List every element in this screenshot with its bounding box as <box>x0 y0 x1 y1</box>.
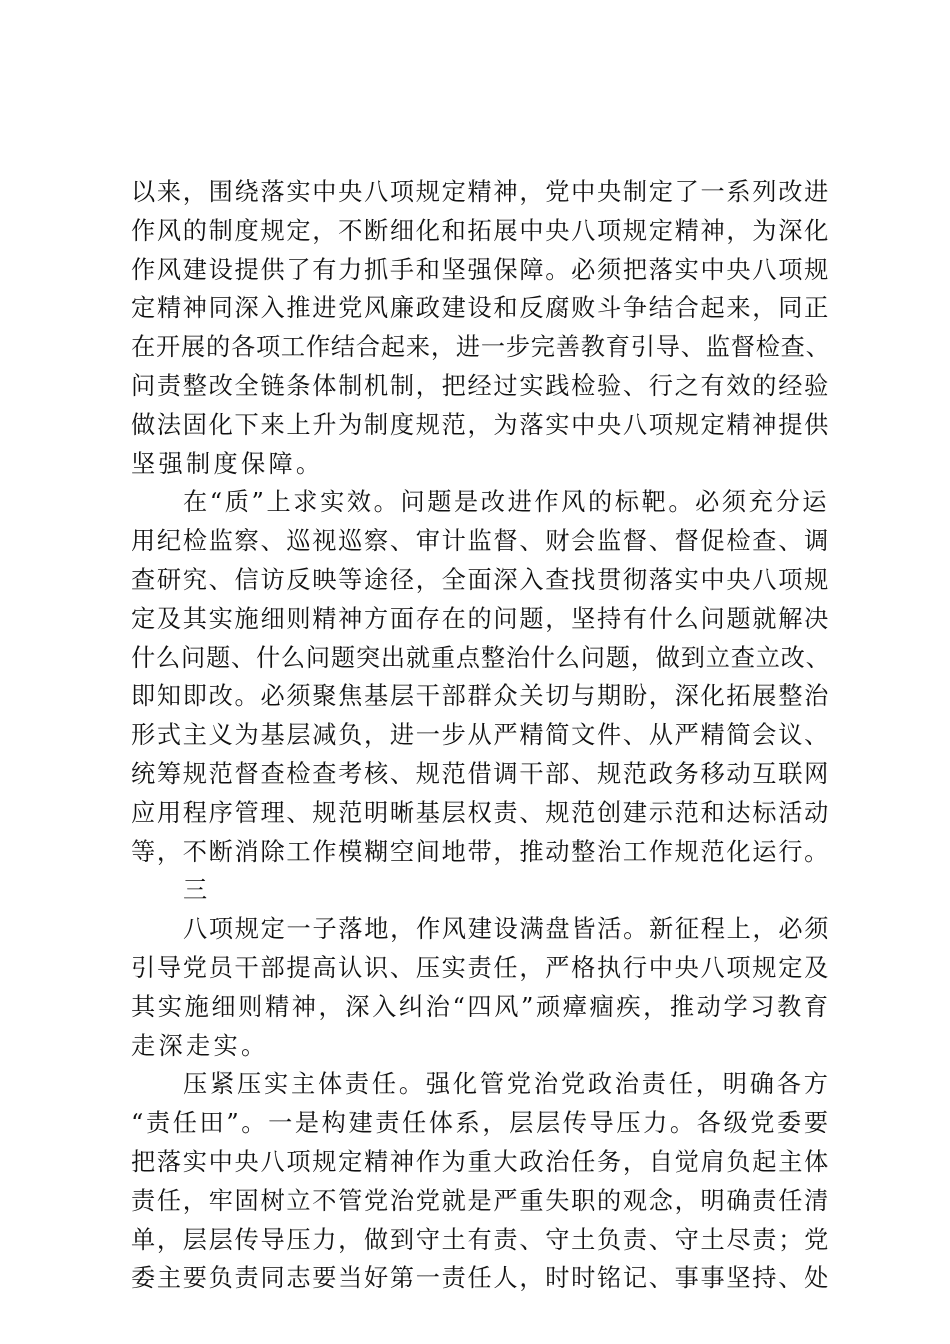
paragraph-first-line: 压紧压实主体责任。强化管党治党政治责任，明确各方 <box>183 1070 831 1099</box>
text-line: 作风建设提供了有力抓手和坚强保障。必须把落实中央八项规 <box>131 255 830 284</box>
text-line: 走深走实。 <box>131 1031 269 1060</box>
text-line: 委主要负责同志要当好第一责任人，时时铭记、事事坚持、处 <box>131 1264 830 1293</box>
text-line: 等，不断消除工作模糊空间地带，推动整治工作规范化运行。 <box>131 837 830 866</box>
text-line: 在开展的各项工作结合起来，进一步完善教育引导、监督检查、 <box>131 333 831 362</box>
paragraph-first-line: 在“质”上求实效。问题是改进作风的标靶。必须充分运 <box>183 488 830 517</box>
text-line: 其实施细则精神，深入纠治“四风”顽瘴痼疾，推动学习教育 <box>131 992 831 1021</box>
text-line: 形式主义为基层减负，进一步从严精简文件、从严精简会议、 <box>131 721 830 750</box>
text-line: 引导党员干部提高认识、压实责任，严格执行中央八项规定及 <box>131 953 830 982</box>
text-line: “责任田”。一是构建责任体系，层层传导压力。各级党委要 <box>131 1109 831 1138</box>
text-line: 把落实中央八项规定精神作为重大政治任务，自觉肩负起主体 <box>131 1147 830 1176</box>
text-line: 问责整改全链条体制机制，把经过实践检验、行之有效的经验 <box>131 371 830 400</box>
text-line: 做法固化下来上升为制度规范，为落实中央八项规定精神提供 <box>131 410 830 439</box>
text-line: 责任，牢固树立不管党治党就是严重失职的观念，明确责任清 <box>131 1186 830 1215</box>
text-line: 作风的制度规定，不断细化和拓展中央八项规定精神，为深化 <box>131 216 830 245</box>
text-line: 用纪检监察、巡视巡察、审计监督、财会监督、督促检查、调 <box>131 527 830 556</box>
text-line: 什么问题、什么问题突出就重点整治什么问题，做到立查立改、 <box>131 643 831 672</box>
text-line: 定及其实施细则精神方面存在的问题，坚持有什么问题就解决 <box>131 604 830 633</box>
text-line: 查研究、信访反映等途径，全面深入查找贯彻落实中央八项规 <box>131 565 830 594</box>
text-line: 即知即改。必须聚焦基层干部群众关切与期盼，深化拓展整治 <box>131 682 830 711</box>
paragraph-first-line: 八项规定一子落地，作风建设满盘皆活。新征程上，必须 <box>183 915 831 944</box>
document-body <box>131 173 831 1298</box>
text-line: 定精神同深入推进党风廉政建设和反腐败斗争结合起来，同正 <box>131 294 830 323</box>
text-line: 单，层层传导压力，做到守土有责、守土负责、守土尽责；党 <box>131 1225 830 1254</box>
text-line: 应用程序管理、规范明晰基层权责、规范创建示范和达标活动 <box>131 798 830 827</box>
text-line: 以来，围绕落实中央八项规定精神，党中央制定了一系列改进 <box>131 178 830 206</box>
text-line: 统筹规范督查检查考核、规范借调干部、规范政务移动互联网 <box>131 759 830 788</box>
text-line: 坚强制度保障。 <box>131 449 324 478</box>
section-number: 三 <box>183 876 211 905</box>
